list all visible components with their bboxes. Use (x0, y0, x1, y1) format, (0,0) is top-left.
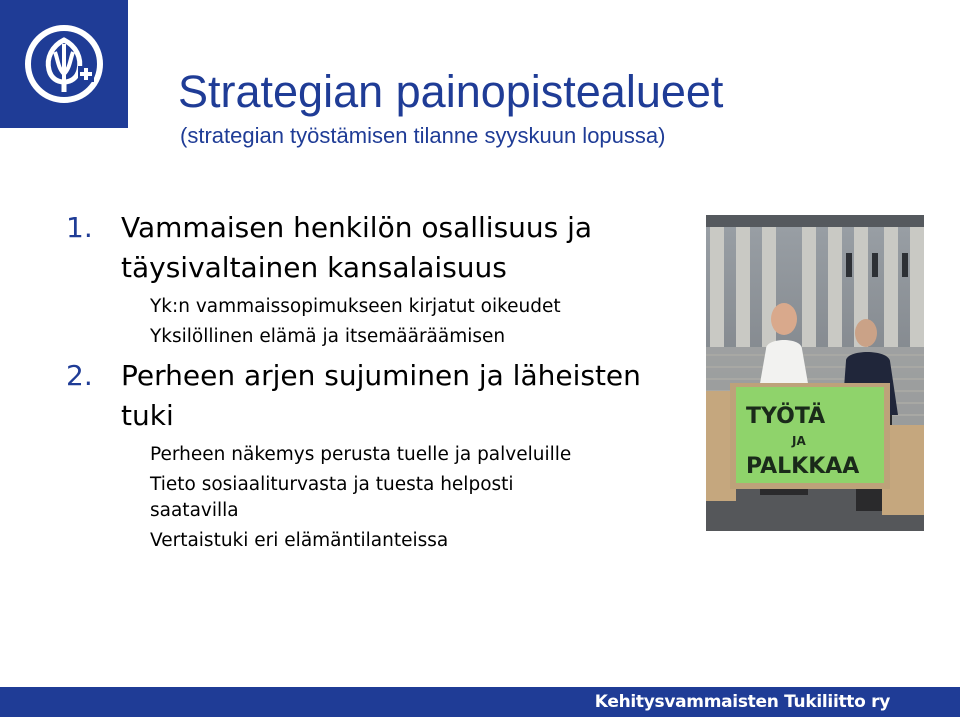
point-1-item-2: Yksilöllinen elämä ja itsemääräämisen (150, 326, 506, 347)
point-1-heading-text: Vammaisen henkilön osallisuus ja täysivaltainen kansalaisuus (121, 211, 593, 284)
slide-title: Strategian painopistealueet (178, 66, 724, 117)
point-2-item-3: Vertaistuki eri elämäntilanteissa (150, 530, 449, 551)
point-2-number: 2. (66, 359, 93, 392)
sign-text-line-1: TYÖTÄ (746, 404, 826, 429)
sign-text-line-3: PALKKAA (746, 454, 860, 479)
footer-bar (0, 687, 960, 717)
point-2-heading-text: Perheen arjen sujuminen ja läheisten tuki (121, 359, 641, 432)
tulip-cross-circle-logo-icon (22, 22, 106, 106)
point-1-item-1: Yk:n vammaissopimukseen kirjatut oikeudet (150, 296, 561, 317)
point-2-heading (66, 356, 686, 436)
slide-subtitle: (strategian työstämisen tilanne syyskuun lopussa) (180, 123, 666, 148)
bullet-content (66, 208, 686, 556)
footer-organization: Kehitysvammaisten Tukiliitto ry (594, 692, 890, 712)
protest-photo-illustration (706, 215, 924, 531)
point-1-number: 1. (66, 211, 93, 244)
point-2-item-2: Tieto sosiaaliturvasta ja tuesta helposti saatavilla (150, 474, 514, 521)
point-2-item-1: Perheen näkemys perusta tuelle ja palveluille (150, 444, 572, 465)
point-1-heading (66, 208, 686, 288)
demonstration-photo (706, 215, 924, 531)
logo-panel (0, 0, 128, 128)
sign-text-line-2: JA (792, 434, 806, 448)
